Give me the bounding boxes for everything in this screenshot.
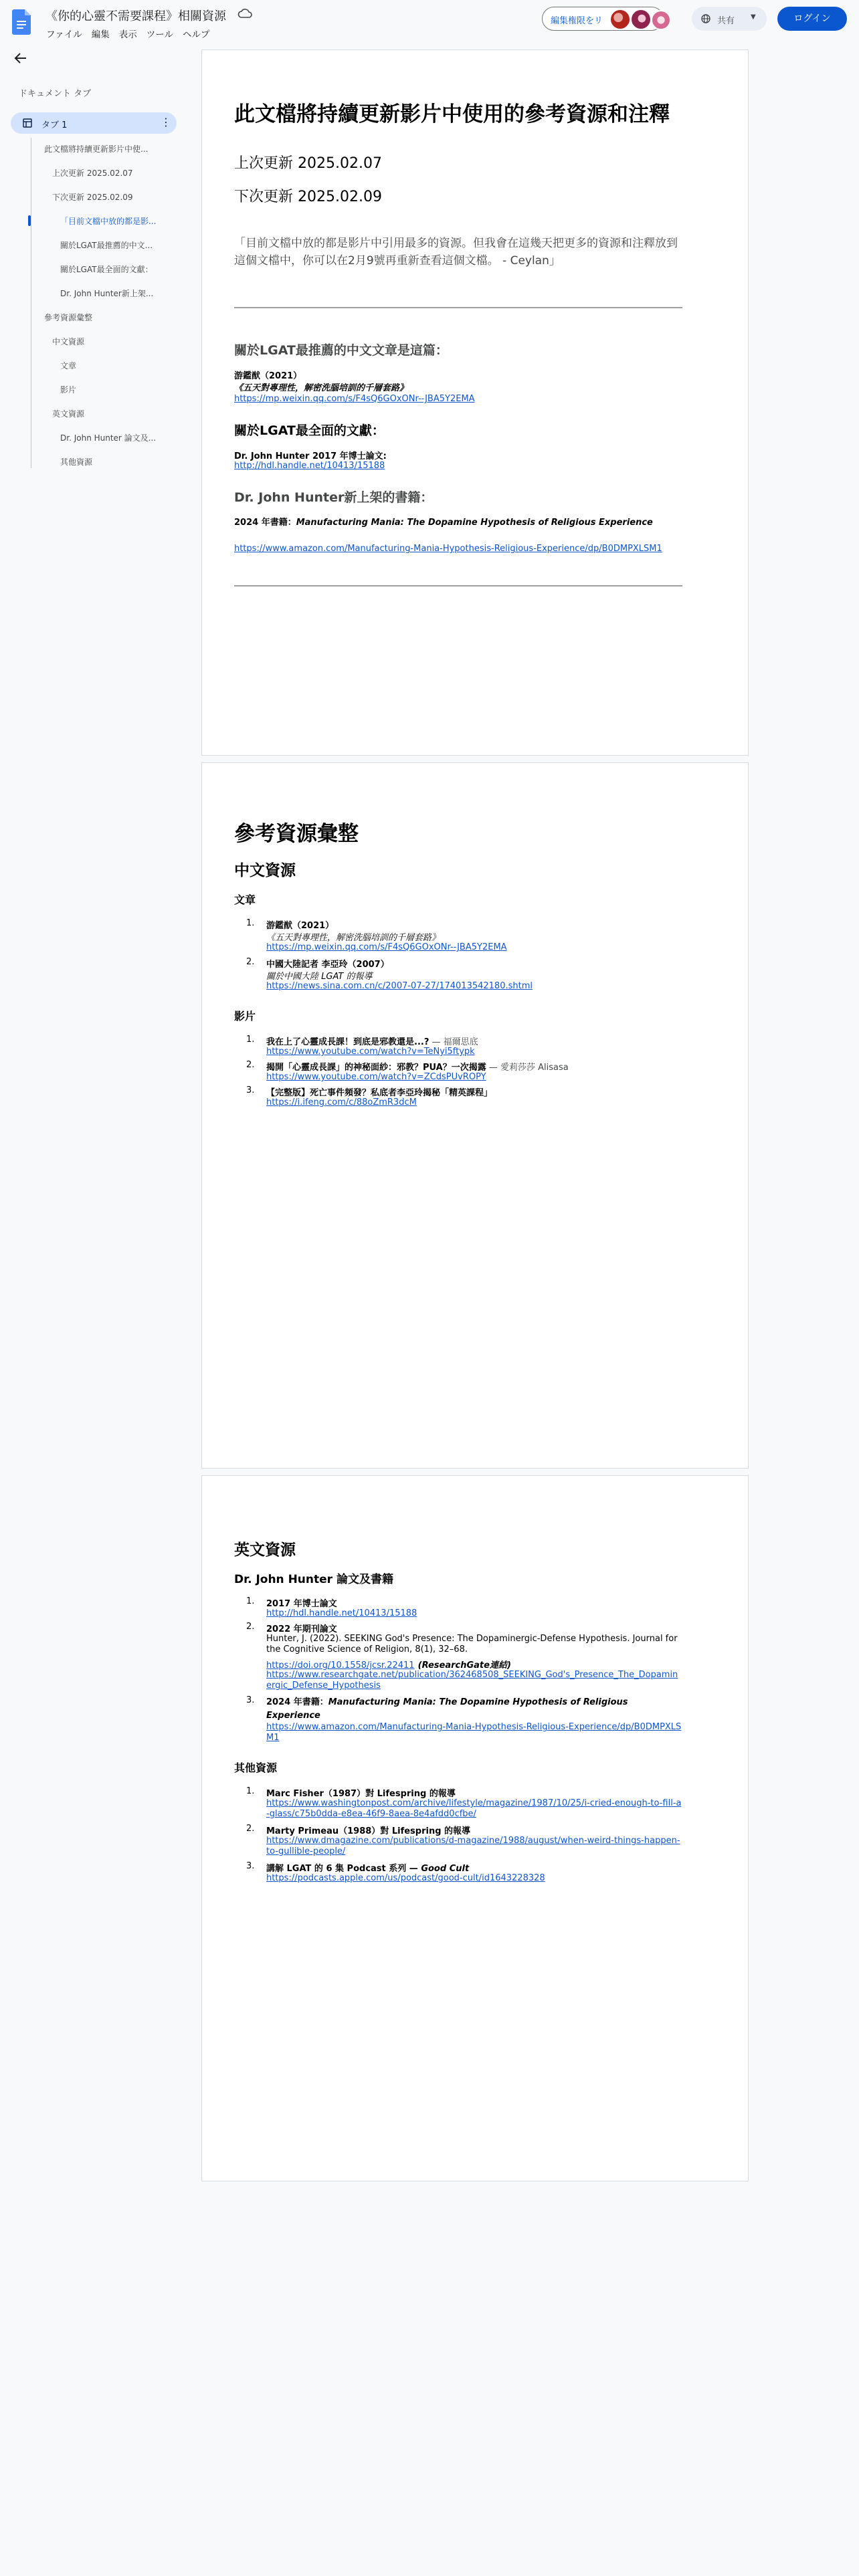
outline-item[interactable]: Dr. John Hunter 論文及... [60, 433, 157, 443]
list-item-link[interactable]: https://www.dmagazine.com/publications/d-magazine/1988/august/when-weird-things-happen-to-gullible-people/ [266, 1836, 680, 1856]
list-item-link[interactable]: https://podcasts.apple.com/us/podcast/good-cult/id1643228328 [266, 1873, 545, 1883]
tab-1[interactable] [11, 112, 177, 134]
thesis-link[interactable]: http://hdl.handle.net/10413/15188 [234, 461, 385, 471]
article-author: 游鑑猷（2021） [234, 371, 302, 381]
menu-file[interactable]: ファイル [46, 29, 82, 40]
list-item-title: 講解 LGAT 的 6 集 Podcast 系列 — [266, 1864, 421, 1874]
podcast-name: Good Cult [421, 1864, 470, 1874]
share-label: 共有 [717, 16, 735, 26]
subsection-heading: Dr. John Hunter 論文及書籍 [234, 1573, 393, 1586]
menu-bar [41, 25, 214, 41]
video-title: 我在上了心靈成長課！到底是邪教還是...? [266, 1037, 430, 1047]
list-number: 1. [246, 1035, 255, 1045]
tab-icon [23, 118, 32, 128]
document-title[interactable]: 《你的心靈不需要課程》相關資源 [45, 9, 226, 23]
section-heading: 關於LGAT最全面的文獻： [234, 423, 385, 438]
thesis-author: Dr. John Hunter 2017 年博士論文: [234, 451, 387, 461]
section-title: 參考資源彙整 [234, 822, 359, 846]
video-author: — 愛莉莎莎 Alisasa [486, 1063, 569, 1073]
list-number: 2. [246, 1824, 255, 1834]
book-link[interactable]: https://www.amazon.com/Manufacturing-Mania-Hypothesis-Religious-Experience/dp/B0DMPXLSM1 [266, 1722, 682, 1743]
last-update-heading: 上次更新 2025.02.07 [234, 155, 382, 172]
outline-item[interactable]: 影片 [60, 385, 77, 395]
page-title: 此文檔將持續更新影片中使用的參考資源和注釋 [234, 102, 670, 126]
avatar[interactable] [651, 10, 671, 30]
request-edit-access-label: 編集権限をリ [551, 16, 603, 26]
list-item-link[interactable]: https://mp.weixin.qq.com/s/F4sQ6GOxONr--JBA5Y2EMA [266, 942, 507, 952]
book-prefix: 2024 年書籍： [266, 1697, 328, 1707]
video-link[interactable]: https://www.youtube.com/watch?v=ZCdsPUvROPY [266, 1072, 486, 1082]
list-item-title: Marty Primeau（1988）對 Lifespring 的報導 [266, 1826, 471, 1836]
list-item-subtitle: 《五天對專理性，解密洗腦培訓的千層套路》 [266, 933, 441, 943]
globe-icon [701, 14, 710, 23]
list-item-link[interactable]: https://www.washingtonpost.com/archive/lifestyle/magazine/1987/10/25/i-cried-enough-to-fill-a-glass/c75b0dda-e8ea-46f9-8aea-8e4afdd0cfbe/ [266, 1798, 682, 1819]
outline-item[interactable]: 英文資源 [52, 409, 85, 419]
outline-item[interactable]: 關於LGAT最全面的文獻： [60, 265, 153, 274]
app-header [0, 0, 859, 43]
list-item-title: 2017 年博士論文 [266, 1599, 337, 1609]
subsection-heading: 影片 [234, 1010, 256, 1023]
list-item-title: 游鑑猷（2021） [266, 921, 335, 931]
list-item-link[interactable]: http://hdl.handle.net/10413/15188 [266, 1608, 417, 1618]
document-page-3 [201, 1475, 749, 2181]
outline-item[interactable]: 下次更新 2025.02.09 [52, 193, 133, 202]
back-arrow-icon[interactable] [13, 51, 28, 66]
section-heading: Dr. John Hunter新上架的書籍： [234, 490, 434, 505]
subsection-heading: 其他資源 [234, 1761, 278, 1774]
list-item-title: Marc Fisher（1987）對 Lifespring 的報導 [266, 1789, 456, 1799]
docs-logo-icon[interactable] [12, 9, 31, 35]
list-number: 1. [246, 1786, 255, 1796]
podcast-entry [266, 1861, 469, 1874]
outline-item[interactable]: 關於LGAT最推薦的中文... [60, 241, 153, 250]
section-heading: 關於LGAT最推薦的中文文章是這篇： [234, 343, 448, 358]
list-number: 3. [246, 1085, 255, 1095]
book-entry [266, 1695, 682, 1722]
outline-item[interactable]: Dr. John Hunter新上架... [60, 289, 154, 298]
video-author: — 福爾思底 [429, 1037, 478, 1047]
more-options-icon[interactable]: ⋮ [161, 116, 171, 128]
avatar[interactable] [630, 9, 652, 30]
menu-edit[interactable]: 編集 [91, 29, 110, 40]
book-link[interactable]: https://www.amazon.com/Manufacturing-Mania-Hypothesis-Religious-Experience/dp/B0DMPXLSM1 [234, 544, 662, 554]
subsection-heading: 文章 [234, 893, 256, 906]
researchgate-label: (ResearchGate連結) [417, 1660, 511, 1671]
outline-item[interactable]: 其他資源 [60, 457, 93, 467]
book-prefix: 2024 年書籍： [234, 518, 296, 528]
sidebar-title: ドキュメント タブ [19, 89, 92, 99]
menu-tools[interactable]: ツール [146, 29, 173, 40]
list-number: 2. [246, 957, 255, 967]
video-link[interactable]: https://www.youtube.com/watch?v=TeNyi5ftypk [266, 1047, 475, 1057]
book-title: Manufacturing Mania: The Dopamine Hypothesis of Religious Experience [266, 1697, 628, 1721]
book-title: Manufacturing Mania: The Dopamine Hypothesis of Religious Experience [296, 518, 653, 528]
list-number: 3. [246, 1695, 255, 1705]
chevron-down-icon[interactable]: ▼ [751, 13, 756, 21]
share-button[interactable] [692, 7, 767, 31]
document-page-2 [201, 762, 749, 1469]
list-number: 1. [246, 1596, 255, 1606]
list-item-title: 中國大陸記者 李亞玲（2007） [266, 960, 389, 970]
citation-text: Hunter, J. (2022). SEEKING God's Presence: The Dopaminergic-Defense Hypothesis. Journal for the Cognitive Science of Religion, 8(1), 32–68. [266, 1634, 678, 1654]
outline-active-marker [28, 215, 31, 226]
article-link[interactable]: https://mp.weixin.qq.com/s/F4sQ6GOxONr--JBA5Y2EMA [234, 394, 475, 404]
tab-label: タブ 1 [41, 120, 68, 130]
cloud-status-icon[interactable] [237, 8, 252, 19]
section-heading: 中文資源 [234, 862, 296, 879]
divider [234, 585, 682, 586]
request-edit-access-button[interactable] [542, 7, 664, 31]
video-entry [266, 1035, 478, 1047]
outline-item[interactable]: 參考資源彙整 [44, 313, 93, 322]
video-link[interactable]: https://i.ifeng.com/c/88oZmR3dcM [266, 1097, 417, 1107]
list-number: 1. [246, 918, 255, 928]
outline-item[interactable]: 此文檔將持續更新影片中使... [44, 144, 149, 154]
book-entry [234, 516, 682, 529]
outline-item[interactable]: 文章 [60, 361, 77, 370]
divider [234, 307, 682, 308]
document-page-1 [201, 49, 749, 756]
list-number: 2. [246, 1060, 255, 1070]
list-number: 2. [246, 1622, 255, 1632]
video-title: 揭開「心靈成長課」的神秘面紗：邪教？PUA？一次揭露 [266, 1063, 486, 1073]
list-item-title: 2022 年期刊論文 [266, 1624, 337, 1634]
intro-quote: 「目前文檔中放的都是影片中引用最多的資源。但我會在這幾天把更多的資源和注釋放到這個文檔中，你可以在2月9號再重新查看這個文檔。 - Ceylan」 [234, 237, 678, 267]
video-entry [266, 1060, 569, 1073]
login-button[interactable]: ログイン [777, 7, 847, 31]
article-title: 《五天對專理性，解密洗腦培訓的千層套路》 [234, 383, 409, 393]
doi-line [266, 1658, 511, 1671]
outline-item[interactable]: 中文資源 [52, 337, 85, 346]
menu-help[interactable]: ヘルプ [182, 29, 210, 40]
avatar[interactable] [609, 9, 631, 30]
outline-item[interactable]: 上次更新 2025.02.07 [52, 169, 133, 178]
list-item-subtitle: 關於中國大陸 LGAT 的報導 [266, 972, 373, 982]
list-number: 3. [246, 1861, 255, 1871]
section-heading: 英文資源 [234, 1541, 296, 1559]
video-title: 【完整版】死亡事件頻發？私底者李亞玲揭秘「精英課程」 [266, 1088, 493, 1098]
list-item-link[interactable]: https://news.sina.com.cn/c/2007-07-27/174013542180.shtml [266, 981, 533, 991]
outline-item-active[interactable]: 「目前文檔中放的都是影... [60, 217, 157, 226]
next-update-heading: 下次更新 2025.02.09 [234, 189, 382, 205]
doi-link[interactable]: https://doi.org/10.1558/jcsr.22411 [266, 1660, 415, 1671]
researchgate-link[interactable]: https://www.researchgate.net/publication/362468508_SEEKING_God's_Presence_The_Dopaminergic_Defense_Hypothesis [266, 1670, 678, 1691]
menu-view[interactable]: 表示 [118, 29, 137, 40]
